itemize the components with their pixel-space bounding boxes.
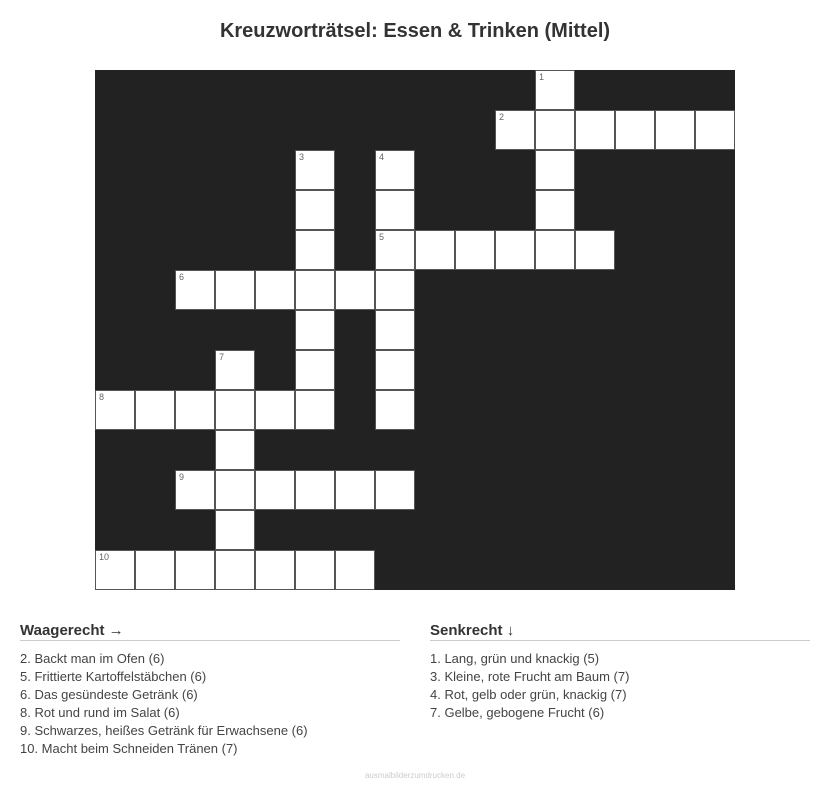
- across-clue: 8. Rot und rund im Salat (6): [20, 705, 180, 720]
- grid-cell[interactable]: [175, 550, 215, 590]
- down-clues: [430, 622, 810, 722]
- grid-cell[interactable]: [215, 430, 255, 470]
- grid-cell[interactable]: [295, 350, 335, 390]
- grid-cell[interactable]: [575, 230, 615, 270]
- grid-cell[interactable]: [375, 310, 415, 350]
- grid-cell[interactable]: [295, 550, 335, 590]
- grid-cell[interactable]: [295, 270, 335, 310]
- grid-cell[interactable]: [495, 110, 535, 150]
- footer-credit: ausmalbilderzumdrucken.de: [364, 771, 466, 780]
- grid-cell[interactable]: [535, 230, 575, 270]
- grid-cell[interactable]: [215, 550, 255, 590]
- clue-number: 2: [499, 112, 505, 122]
- grid-cell[interactable]: [335, 470, 375, 510]
- grid-cell[interactable]: [295, 230, 335, 270]
- grid-cell[interactable]: [215, 350, 255, 390]
- across-clue: 6. Das gesündeste Getränk (6): [20, 687, 198, 702]
- grid-cell[interactable]: [215, 390, 255, 430]
- grid-cell[interactable]: [295, 470, 335, 510]
- grid-cell[interactable]: [375, 270, 415, 310]
- clue-number: 4: [379, 152, 385, 162]
- across-clue-list: [20, 650, 400, 758]
- grid-cell[interactable]: [375, 390, 415, 430]
- grid-cell[interactable]: [415, 230, 455, 270]
- clue-number: 1: [539, 72, 545, 82]
- grid-cell[interactable]: [95, 390, 135, 430]
- grid-cell[interactable]: [375, 470, 415, 510]
- grid-cell[interactable]: [535, 190, 575, 230]
- down-clue: 3. Kleine, rote Frucht am Baum (7): [430, 669, 630, 684]
- across-clue: 9. Schwarzes, heißes Getränk für Erwachsene (6): [20, 723, 308, 738]
- clue-number: 9: [179, 472, 185, 482]
- puzzle-title: Kreuzworträtsel: Essen & Trinken (Mittel): [219, 20, 611, 42]
- grid-cell[interactable]: [495, 230, 535, 270]
- grid-cell[interactable]: [535, 110, 575, 150]
- down-heading: Senkrecht ↓: [430, 622, 810, 641]
- across-clue: 2. Backt man im Ofen (6): [20, 651, 165, 666]
- down-clue: 4. Rot, gelb oder grün, knackig (7): [430, 687, 627, 702]
- clue-number: 6: [179, 272, 185, 282]
- grid-cell[interactable]: [255, 270, 295, 310]
- grid-cell[interactable]: [535, 70, 575, 110]
- clue-number: 3: [299, 152, 305, 162]
- grid-cell[interactable]: [135, 550, 175, 590]
- grid-cell[interactable]: [255, 470, 295, 510]
- grid-cell[interactable]: [695, 110, 735, 150]
- grid-cell[interactable]: [335, 270, 375, 310]
- grid-cell[interactable]: [655, 110, 695, 150]
- grid-cell[interactable]: [295, 310, 335, 350]
- across-clue: 5. Frittierte Kartoffelstäbchen (6): [20, 669, 207, 684]
- grid-cell[interactable]: [135, 390, 175, 430]
- down-clue: 1. Lang, grün und knackig (5): [430, 651, 600, 666]
- clue-number: 10: [99, 552, 110, 562]
- grid-cell[interactable]: [95, 550, 135, 590]
- across-clue: 10. Macht beim Schneiden Tränen (7): [20, 741, 238, 756]
- grid-cell[interactable]: [255, 550, 295, 590]
- grid-cell[interactable]: [175, 470, 215, 510]
- crossword-grid: [95, 70, 735, 590]
- grid-cell[interactable]: [375, 190, 415, 230]
- grid-cell[interactable]: [175, 270, 215, 310]
- grid-cell[interactable]: [295, 190, 335, 230]
- grid-cell[interactable]: [295, 390, 335, 430]
- grid-cell[interactable]: [335, 550, 375, 590]
- across-heading: Waagerecht →: [20, 622, 400, 641]
- grid-cell[interactable]: [455, 230, 495, 270]
- grid-cell[interactable]: [615, 110, 655, 150]
- grid-cell[interactable]: [375, 150, 415, 190]
- grid-cell[interactable]: [215, 270, 255, 310]
- grid-cell[interactable]: [215, 470, 255, 510]
- clue-number: 7: [219, 352, 225, 362]
- grid-cell[interactable]: [295, 150, 335, 190]
- grid-cell[interactable]: [255, 390, 295, 430]
- grid-cell[interactable]: [375, 230, 415, 270]
- down-clue: 7. Gelbe, gebogene Frucht (6): [430, 705, 605, 720]
- grid-cell[interactable]: [575, 110, 615, 150]
- down-clue-list: [430, 650, 810, 722]
- grid-cell[interactable]: [375, 350, 415, 390]
- grid-cell[interactable]: [215, 510, 255, 550]
- grid-cell[interactable]: [535, 150, 575, 190]
- grid-cell[interactable]: [175, 390, 215, 430]
- clue-number: 8: [99, 392, 105, 402]
- across-clues: [20, 622, 400, 758]
- clue-number: 5: [379, 232, 385, 242]
